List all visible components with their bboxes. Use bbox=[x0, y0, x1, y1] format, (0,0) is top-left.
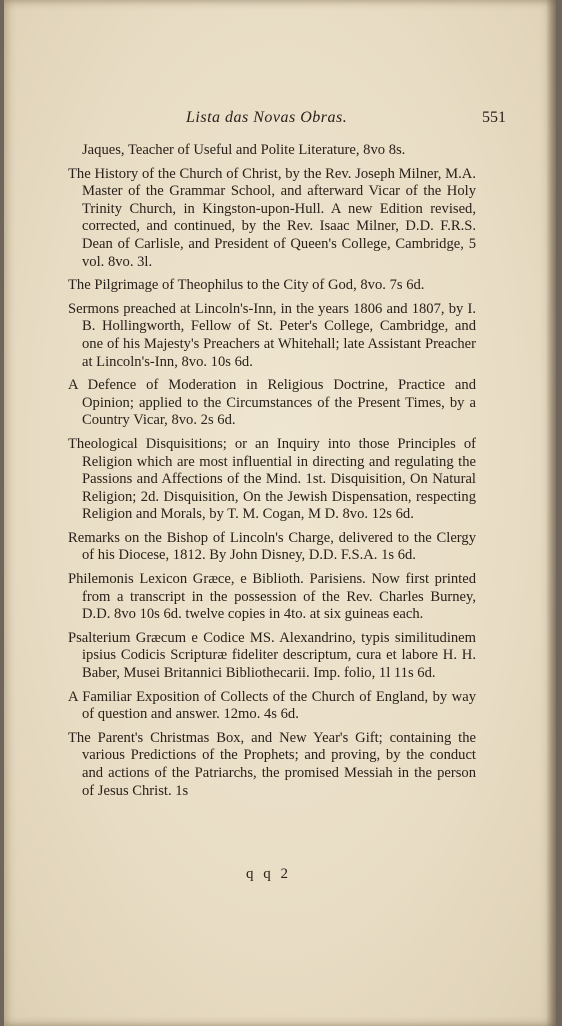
book-entry: The History of the Church of Christ, by the Rev. Joseph Milner, M.A. Master of the Grammar School, and afterward Vicar of the Holy Trinity Church, in Kingston-upon-Hull. A new Edition revised, corrected, and continued, by the Rev. Isaac Milner, D.D. F.R.S. Dean of Carlisle, and President of Queen's College, Cambridge, 5 vol. 8vo. 3l. bbox=[68, 165, 476, 270]
book-entry: Jaques, Teacher of Useful and Polite Literature, 8vo 8s. bbox=[82, 142, 406, 158]
book-entry: A Defence of Moderation in Religious Doctrine, Practice and Opinion; applied to the Circumstances of the Present Times, by a Country Vicar, 8vo. 2s 6d. bbox=[68, 377, 476, 429]
book-entry: Psalterium Græcum e Codice MS. Alexandrino, typis similitudinem ipsius Codicis Scripturæ fideliter descriptum, cura et labore H. H. Baber, Musei Britannici Bibliothecarii. Imp. folio, 1l 11s 6d. bbox=[68, 629, 476, 682]
page-number: 551 bbox=[482, 109, 506, 126]
book-entry: Remarks on the Bishop of Lincoln's Charge, delivered to the Clergy of his Diocese, 1812. By John Disney, D.D. F.S.A. 1s 6d. bbox=[68, 529, 476, 564]
running-title: Lista das Novas Obras. bbox=[186, 109, 348, 126]
book-entry: Sermons preached at Lincoln's-Inn, in the years 1806 and 1807, by I. B. Hollingworth, Fellow of St. Peter's College, Cambridge, and one of his Majesty's Preachers at Whitehall; late Assistant Preacher at Lincoln's-Inn, 8vo. 10s 6d. bbox=[68, 300, 476, 370]
book-entry: Philemonis Lexicon Græce, e Biblioth. Parisiens. Now first printed from a transcript in the possession of the Rev. Charles Burney, D.D. 8vo 10s 6d. twelve copies in 4to. at six guineas each. bbox=[68, 571, 476, 623]
book-entry: The Pilgrimage of Theophilus to the City of God, 8vo. 7s 6d. bbox=[68, 277, 425, 294]
book-list bbox=[68, 142, 476, 806]
book-page bbox=[4, 0, 556, 1026]
book-entry: A Familiar Exposition of Collects of the Church of England, by way of question and answer. 12mo. 4s 6d. bbox=[68, 688, 476, 723]
book-entry: Theological Disquisitions; or an Inquiry into those Principles of Religion which are most influential in directing and regulating the Passions and Affections of the Mind. 1st. Disquisition, On Natural Religion; 2d. Disquisition, On the Jewish Dispensation, respecting Religion and Morals, by T. M. Cogan, M D. 8vo. 12s 6d. bbox=[68, 435, 476, 523]
page-edge-shadow bbox=[546, 0, 556, 1026]
page-header bbox=[4, 109, 556, 131]
book-entry: The Parent's Christmas Box, and New Year's Gift; containing the various Predictions of the Prophets; and proving, by the conduct and actions of the Patriarchs, the promised Messiah in the person of Jesus Christ. 1s bbox=[68, 729, 476, 799]
signature-mark: q q 2 bbox=[246, 866, 291, 882]
